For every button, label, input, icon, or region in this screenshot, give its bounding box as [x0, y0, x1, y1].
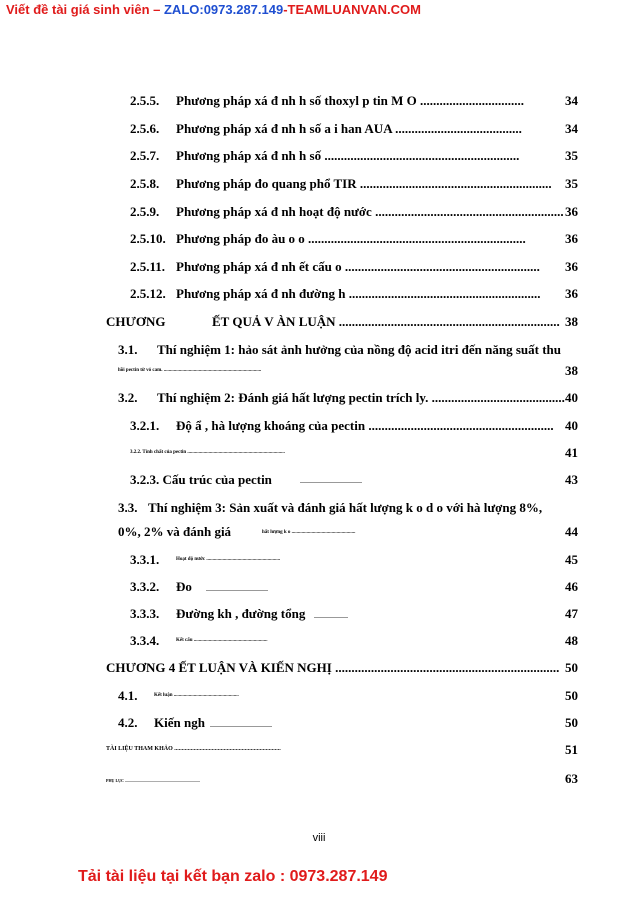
toc-title: Thí nghiệm 3: Sản xuất và đánh giá hất lượng k o d o với hà lượng 8%, — [148, 500, 543, 515]
toc-leader — [300, 482, 362, 483]
toc-num: 2.5.7. — [130, 148, 160, 163]
footer-banner: Tải tài liệu tại kết bạn zalo : 0973.287.149 — [78, 868, 388, 885]
toc-title: Thí nghiệm 1: hảo sát ảnh hưởng của nồng độ acid itri đến năng suất thu — [157, 342, 562, 357]
toc-entry-appendix[interactable] — [106, 778, 206, 784]
toc-page: 48 — [565, 633, 578, 648]
toc-page: 34 — [565, 93, 578, 108]
toc-num: 3.2. — [118, 390, 138, 405]
toc-num: 2.5.9. — [130, 204, 160, 219]
toc-num: 4.2. — [118, 715, 138, 730]
toc-title: Kết luận .................................................... — [154, 693, 239, 698]
toc-title: Phương pháp đo quang phổ TIR ........................................................... — [176, 176, 552, 191]
toc-entry-chapter[interactable] — [106, 660, 560, 676]
toc-page: 38 — [565, 314, 578, 329]
toc-num: 3.1. — [118, 342, 138, 357]
toc-page: 36 — [565, 259, 578, 274]
toc-num: 2.5.8. — [130, 176, 160, 191]
toc-num: 3.3.3. — [130, 606, 160, 621]
toc-title: Phương pháp đo àu o o ................................................................... — [176, 231, 526, 246]
header-text-red: Viết đề tài giá sinh viên – — [6, 2, 164, 17]
toc-leader — [210, 726, 272, 727]
toc-page: 51 — [565, 742, 578, 757]
toc-title: CHƯƠNG 4 ẾT LUẬN VÀ KIẾN NGHỊ ..................................................................... — [106, 660, 560, 675]
toc-page: 36 — [565, 231, 578, 246]
toc-num: 2.5.10. — [130, 231, 166, 246]
toc-title: hất lượng k o ................................................... — [262, 530, 356, 535]
toc-title: Thí nghiệm 2: Đánh giá hất lượng pectin trích ly. ......................................... — [157, 390, 565, 405]
toc-page: 46 — [565, 579, 578, 594]
toc-num: CHƯƠNG — [106, 314, 166, 329]
toc-title: 0%, 2% và đánh giá — [118, 524, 232, 539]
toc-num: 3.3.4. — [130, 633, 160, 648]
toc-title: Phương pháp xá đ nh ết cấu o ............................................................ — [176, 259, 540, 274]
toc-page: 47 — [565, 606, 578, 621]
header-banner — [6, 2, 421, 17]
toc-title: Đường kh , đường tổng — [176, 606, 306, 621]
toc-title: Phương pháp xá đ nh h số a i han AUA ....................................... — [176, 121, 522, 136]
toc-page: 40 — [565, 418, 578, 433]
toc-page: 50 — [565, 715, 578, 730]
toc-num: 2.5.12. — [130, 286, 166, 301]
toc-num: 3.3. — [118, 500, 138, 515]
toc-page: 43 — [565, 472, 578, 487]
toc-title: Đo — [176, 579, 192, 594]
toc-num: 2.5.11. — [130, 259, 166, 274]
toc-title: Độ ẩ , hà lượng khoáng của pectin ......................................................... — [176, 418, 554, 433]
toc-title: ẾT QUẢ V ÀN LUẬN .................................................................... — [212, 314, 560, 329]
toc-page: 35 — [565, 148, 578, 163]
toc-title: Kết cấu ........................................................... — [176, 638, 268, 643]
toc-title: Hoạt độ nước ........................................................... — [176, 557, 281, 562]
toc-page: 40 — [565, 390, 578, 405]
header-zalo: ZALO:0973.287.149 — [163, 2, 284, 17]
toc-entry-cont — [118, 367, 261, 375]
toc-num: 2.5.5. — [130, 93, 160, 108]
toc-title: Phương pháp xá đ nh h số ............................................................ — [176, 148, 520, 163]
toc-entry[interactable] — [130, 472, 272, 488]
toc-entry-cont — [118, 524, 231, 540]
toc-num: 2.5.6. — [130, 121, 160, 136]
header-text-red2: -TEAMLUANVAN.COM — [283, 2, 421, 17]
page-number: viii — [312, 832, 326, 844]
toc-num: 3.2.1. — [130, 418, 160, 433]
toc-title: 3.2.2. Tính chất của pectin .............................................................................. — [130, 450, 285, 455]
toc-entry-tiny — [154, 692, 238, 700]
toc-entry-references[interactable] — [106, 745, 310, 753]
toc-page: 41 — [565, 445, 578, 460]
toc-title: Phương pháp xá đ nh hoạt độ nước .......................................................... — [176, 204, 564, 219]
toc-page: 36 — [565, 204, 578, 219]
toc-num: 3.3.2. — [130, 579, 160, 594]
toc-title: TÀI LIỆU THAM KHẢO ....................................................................... — [106, 746, 281, 752]
toc-entry-tiny — [176, 556, 308, 564]
toc-page: 44 — [565, 524, 578, 539]
toc-leader — [314, 617, 348, 618]
toc-num: 3.3.1. — [130, 552, 160, 567]
toc-entry-tiny — [262, 529, 356, 537]
toc-page: 63 — [565, 771, 578, 786]
toc-page: 50 — [565, 660, 578, 675]
toc-entry-tiny — [176, 637, 300, 645]
toc-page: 36 — [565, 286, 578, 301]
toc-num: 4.1. — [118, 688, 138, 703]
toc-leader — [206, 590, 268, 591]
toc-entry-tiny[interactable] — [130, 449, 330, 457]
toc-page: 50 — [565, 688, 578, 703]
toc-title: hồi pectin từ vỏ cam. .............................................................................. — [118, 368, 262, 373]
toc-page: 34 — [565, 121, 578, 136]
toc-page: 38 — [565, 363, 578, 378]
toc-page: 35 — [565, 176, 578, 191]
toc-title: 3.2.3. Cấu trúc của pectin — [130, 472, 272, 487]
toc-title: PHỤ LỤC ........................................................................... — [106, 778, 200, 783]
toc-title: Phương pháp xá đ nh đường h ........................................................... — [176, 286, 541, 301]
toc-page: 45 — [565, 552, 578, 567]
toc-title: Phương pháp xá đ nh h số thoxyl p tin M O ................................ — [176, 93, 525, 108]
toc-title: Kiến ngh — [154, 715, 205, 730]
